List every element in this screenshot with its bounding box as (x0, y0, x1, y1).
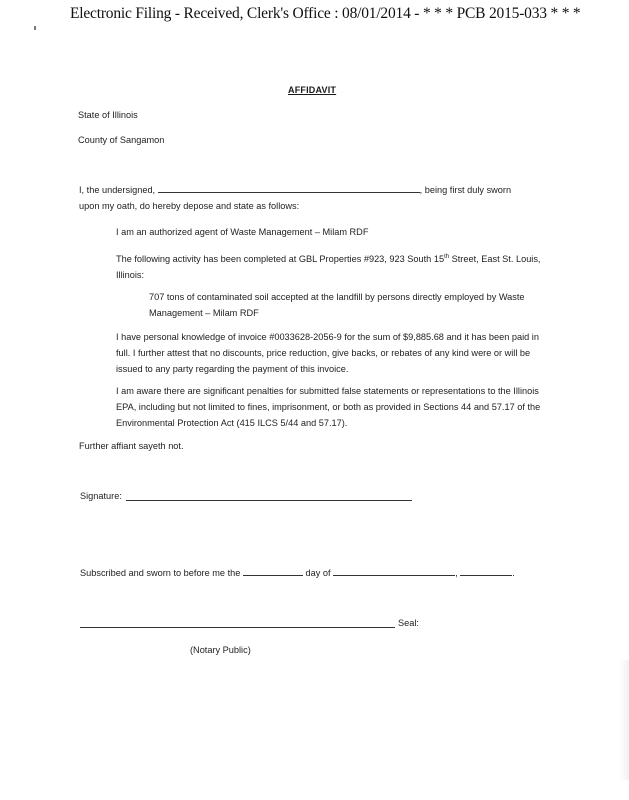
undersigned-prefix: I, the undersigned, (79, 185, 156, 195)
affiant-name-blank[interactable] (158, 183, 420, 193)
filing-stamp-header: Electronic Filing - Received, Clerk's Office : 08/01/2014 - * * * PCB 2015-033 * * * (70, 5, 581, 22)
subscribed-prefix: Subscribed and sworn to before me the (80, 568, 241, 578)
penalty-statement: I am aware there are significant penalties for submitted false statements or representations to the Illinois EPA, including but not limited to fines, imprisonment, or both as provided in Sections 44 and 57.17 of the Environmental Protection Act (415 ILCS 5/44 and 57.17). (116, 386, 541, 428)
undersigned-suffix: , being first duly sworn (419, 185, 512, 195)
activity-statement (116, 249, 546, 283)
knowledge-statement: I have personal knowledge of invoice #0033628-2056-9 for the sum of $9,885.68 and it has been paid in full. I further attest that no discounts, price reduction, give backs, or rebates of any kind were or will be issued to any party regarding the payment of this invoice. (116, 332, 539, 374)
undersigned-line (79, 182, 511, 198)
subscribed-middle: day of (305, 568, 331, 578)
county-line: County of Sangamon (78, 135, 165, 145)
notary-label: (Notary Public) (190, 645, 251, 655)
document-title: AFFIDAVIT (288, 85, 337, 95)
activity-text-after: Street, East St. Louis, Illinois: (116, 254, 541, 281)
state-line: State of Illinois (78, 110, 138, 120)
signature-label: Signature: (80, 491, 122, 501)
scan-speck (34, 26, 36, 30)
subscribed-line (80, 565, 515, 581)
further-affiant: Further affiant sayeth not. (79, 441, 184, 451)
activity-superscript: th (444, 254, 450, 260)
subscribed-end: . (512, 568, 515, 578)
signature-line[interactable] (126, 500, 412, 501)
month-blank[interactable] (333, 566, 455, 576)
agent-statement: I am an authorized agent of Waste Management – Milam RDF (116, 227, 369, 237)
activity-detail: 707 tons of contaminated soil accepted at the landfill by persons directly employed by Waste Management – Milam RDF (149, 292, 525, 318)
undersigned-continuation: upon my oath, do hereby depose and state as follows: (79, 201, 300, 211)
scan-edge-shadow (619, 660, 629, 780)
subscribed-separator: , (455, 568, 458, 578)
day-blank[interactable] (243, 566, 303, 576)
seal-label: Seal: (398, 618, 419, 628)
notary-signature-line[interactable] (80, 627, 395, 628)
activity-text-before: The following activity has been completed at GBL Properties #923, 923 South 15 (116, 254, 445, 265)
year-blank[interactable] (460, 566, 512, 576)
